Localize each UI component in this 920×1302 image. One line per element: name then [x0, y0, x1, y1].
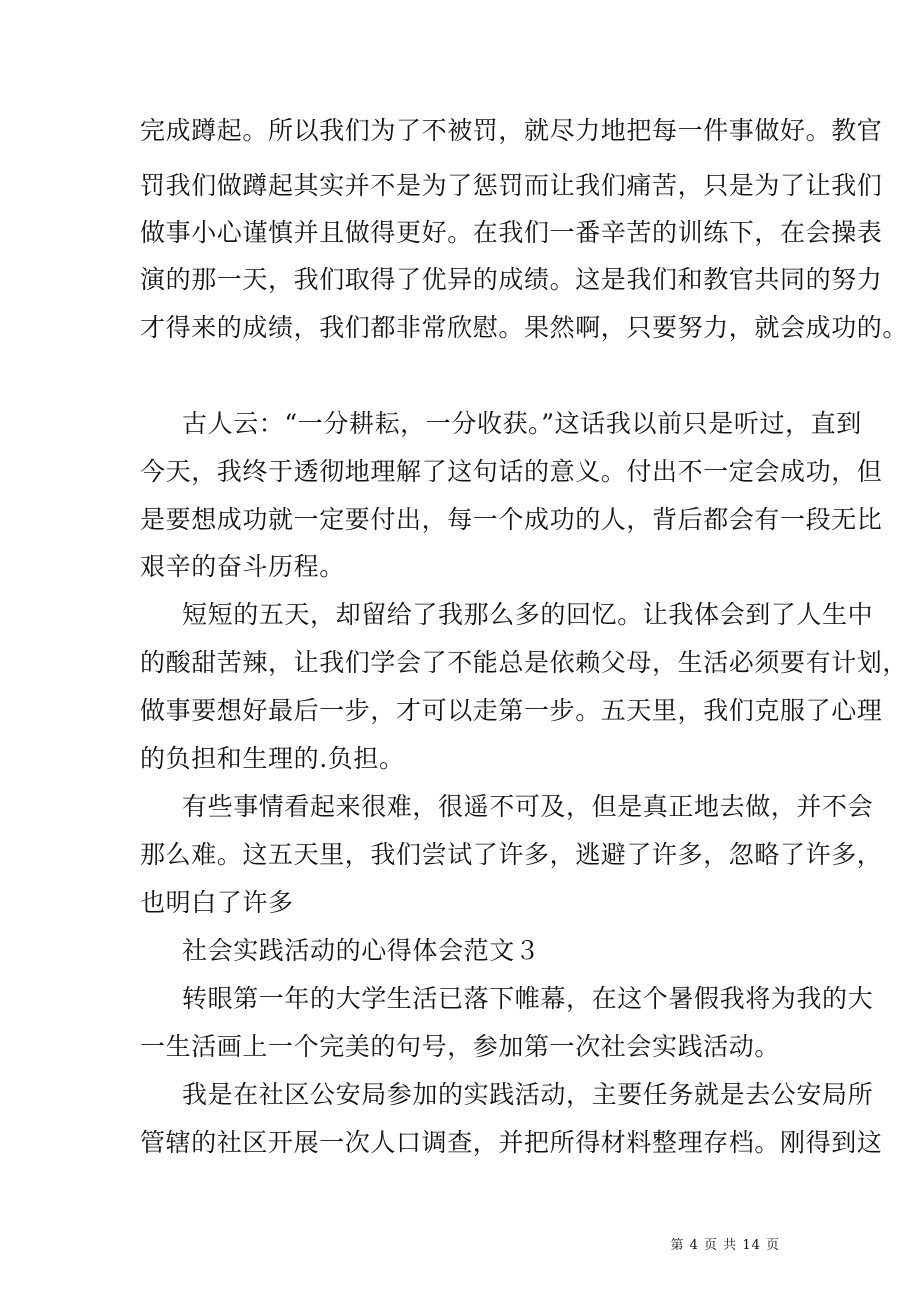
body-line: 也明白了许多: [140, 888, 294, 917]
body-line: 今天，我终于透彻地理解了这句话的意义。付出不一定会成功，但: [140, 457, 883, 486]
body-line: 管辖的社区开展一次人口调查，并把所得材料整理存档。刚得到这: [140, 1128, 883, 1157]
body-line: 转眼第一年的大学生活已落下帷幕，在这个暑假我将为我的大: [182, 984, 874, 1013]
body-line: 才得来的成绩，我们都非常欣慰。果然啊，只要努力，就会成功的。: [140, 313, 909, 342]
body-line: 有些事情看起来很难，很遥不可及，但是真正地去做，并不会: [182, 792, 874, 821]
body-line: 演的那一天，我们取得了优异的成绩。这是我们和教官共同的努力: [140, 265, 883, 294]
body-line: 一生活画上一个完美的句号，参加第一次社会实践活动。: [140, 1032, 781, 1061]
body-line: 古人云：“一分耕耘，一分收获。”这话我以前只是听过，直到: [182, 409, 862, 438]
body-line: 艰辛的奋斗历程。: [140, 552, 345, 581]
body-line: 做事要想好最后一步，才可以走第一步。五天里，我们克服了心理: [140, 696, 883, 725]
body-line: 完成蹲起。所以我们为了不被罚，就尽力地把每一件事做好。教官: [140, 116, 883, 145]
body-line: 我是在社区公安局参加的实践活动，主要任务就是去公安局所: [182, 1080, 874, 1109]
body-line: 那么难。这五天里，我们尝试了许多，逃避了许多，忽略了许多，: [140, 840, 883, 869]
body-line: 的负担和生理的.负担。: [140, 744, 405, 773]
body-line: 做事小心谨慎并且做得更好。在我们一番辛苦的训练下，在会操表: [140, 218, 883, 247]
body-line: 的酸甜苦辣，让我们学会了不能总是依赖父母，生活必须要有计划，: [140, 648, 909, 677]
page-number-footer: 第 4 页 共 14 页: [670, 1238, 780, 1253]
body-line: 罚我们做蹲起其实并不是为了惩罚而让我们痛苦，只是为了让我们: [140, 171, 883, 200]
body-line: 短短的五天，却留给了我那么多的回忆。让我体会到了人生中: [182, 600, 874, 629]
section-heading: 社会实践活动的心得体会范文３: [182, 936, 541, 965]
body-line: 是要想成功就一定要付出，每一个成功的人，背后都会有一段无比: [140, 505, 883, 534]
